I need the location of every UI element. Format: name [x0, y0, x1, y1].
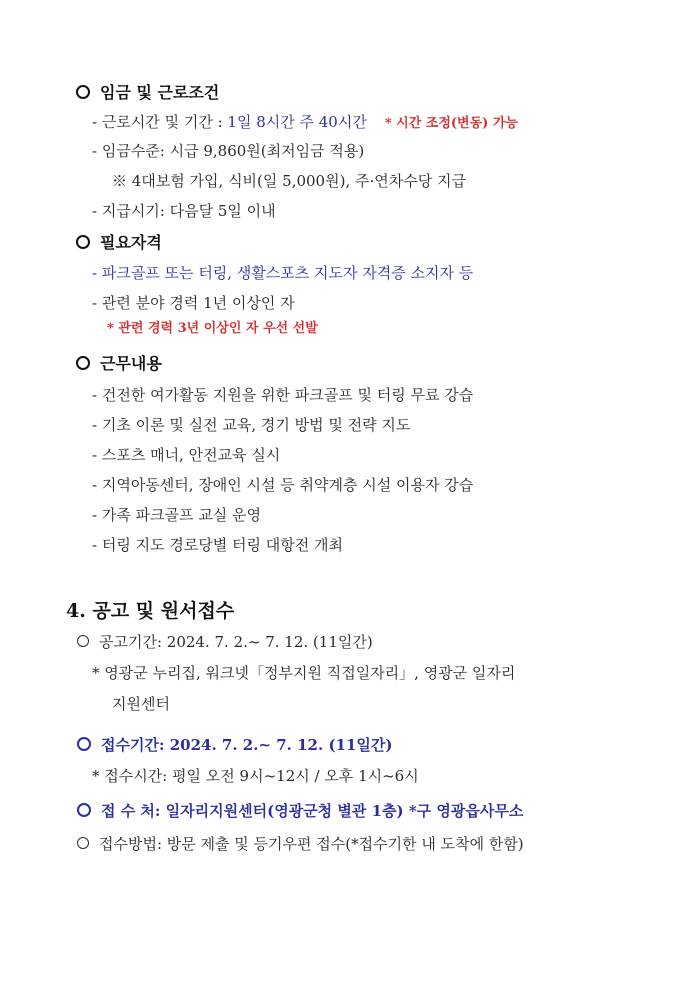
qualification-note: * 관련 경력 3년 이상인 자 우선 선발 — [107, 321, 318, 336]
benefits-line: ※ 4대보험 가입, 식비(일 5,000원), 주·연차수당 지급 — [112, 172, 466, 190]
heading-text: 임금 및 근로조건 — [100, 83, 220, 102]
pay-timing-line: - 지급시기: 다음달 5일 이내 — [92, 202, 276, 220]
section-4-title: 4. 공고 및 원서접수 — [66, 600, 235, 622]
application-hours-line: * 접수시간: 평일 오전 9시~12시 / 오후 1시~6시 — [92, 767, 419, 785]
duty-item: - 터링 지도 경로당별 터링 대항전 개최 — [92, 536, 344, 554]
application-period-text: 접수기간: 2024. 7. 2.~ 7. 12. (11일간) — [101, 736, 393, 754]
notice-period-line — [77, 635, 373, 650]
duty-item: - 지역아동센터, 장애인 시설 등 취약계층 시설 이용자 강습 — [92, 476, 474, 494]
duty-item: - 가족 파크골프 교실 운영 — [92, 506, 262, 524]
circle-bullet-icon — [77, 837, 89, 849]
application-method-text: 접수방법: 방문 제출 및 등기우편 접수(*접수기한 내 도착에 한함) — [99, 835, 524, 853]
qualification-section-heading — [76, 235, 162, 251]
wage-section-heading — [76, 85, 219, 101]
application-place-text: 접 수 처: 일자리지원센터(영광군청 별관 1층) *구 영광읍사무소 — [101, 802, 524, 820]
circle-bullet-icon — [76, 235, 90, 249]
duties-section-heading — [76, 356, 162, 372]
hours-value: 1일 8시간 주 40시간 — [227, 113, 367, 131]
duty-item: - 스포츠 매너, 안전교육 실시 — [92, 446, 281, 464]
duty-item: - 건전한 여가활동 지원을 위한 파크골프 및 터링 무료 강습 — [92, 386, 474, 404]
hours-label: - 근로시간 및 기간 : — [92, 113, 228, 131]
notice-period-text: 공고기간: 2024. 7. 2.~ 7. 12. (11일간) — [99, 633, 373, 651]
application-period-line — [77, 738, 393, 753]
circle-bullet-icon — [76, 85, 90, 99]
notice-channels-line: * 영광군 누리집, 워크넷「정부지원 직접일자리」, 영광군 일자리 — [92, 664, 516, 682]
application-place-line — [77, 804, 523, 819]
duty-item: - 기초 이론 및 실전 교육, 경기 방법 및 전략 지도 — [92, 416, 411, 434]
wage-level-line: - 임금수준: 시급 9,860원(최저임금 적용) — [92, 142, 365, 160]
heading-text: 근무내용 — [100, 354, 162, 373]
application-method-line — [77, 837, 524, 852]
work-hours-line — [92, 115, 518, 130]
circle-bullet-icon — [77, 803, 91, 817]
notice-channels-line-2: 지원센터 — [112, 695, 170, 713]
circle-bullet-icon — [76, 356, 90, 370]
heading-text: 필요자격 — [100, 233, 162, 252]
circle-bullet-icon — [77, 635, 89, 647]
hours-note: * 시간 조정(변동) 가능 — [384, 116, 518, 131]
qualification-item: - 관련 분야 경력 1년 이상인 자 — [92, 294, 295, 312]
qualification-item: - 파크골프 또는 터링, 생활스포츠 지도자 자격증 소지자 등 — [92, 264, 474, 282]
circle-bullet-icon — [77, 737, 91, 751]
